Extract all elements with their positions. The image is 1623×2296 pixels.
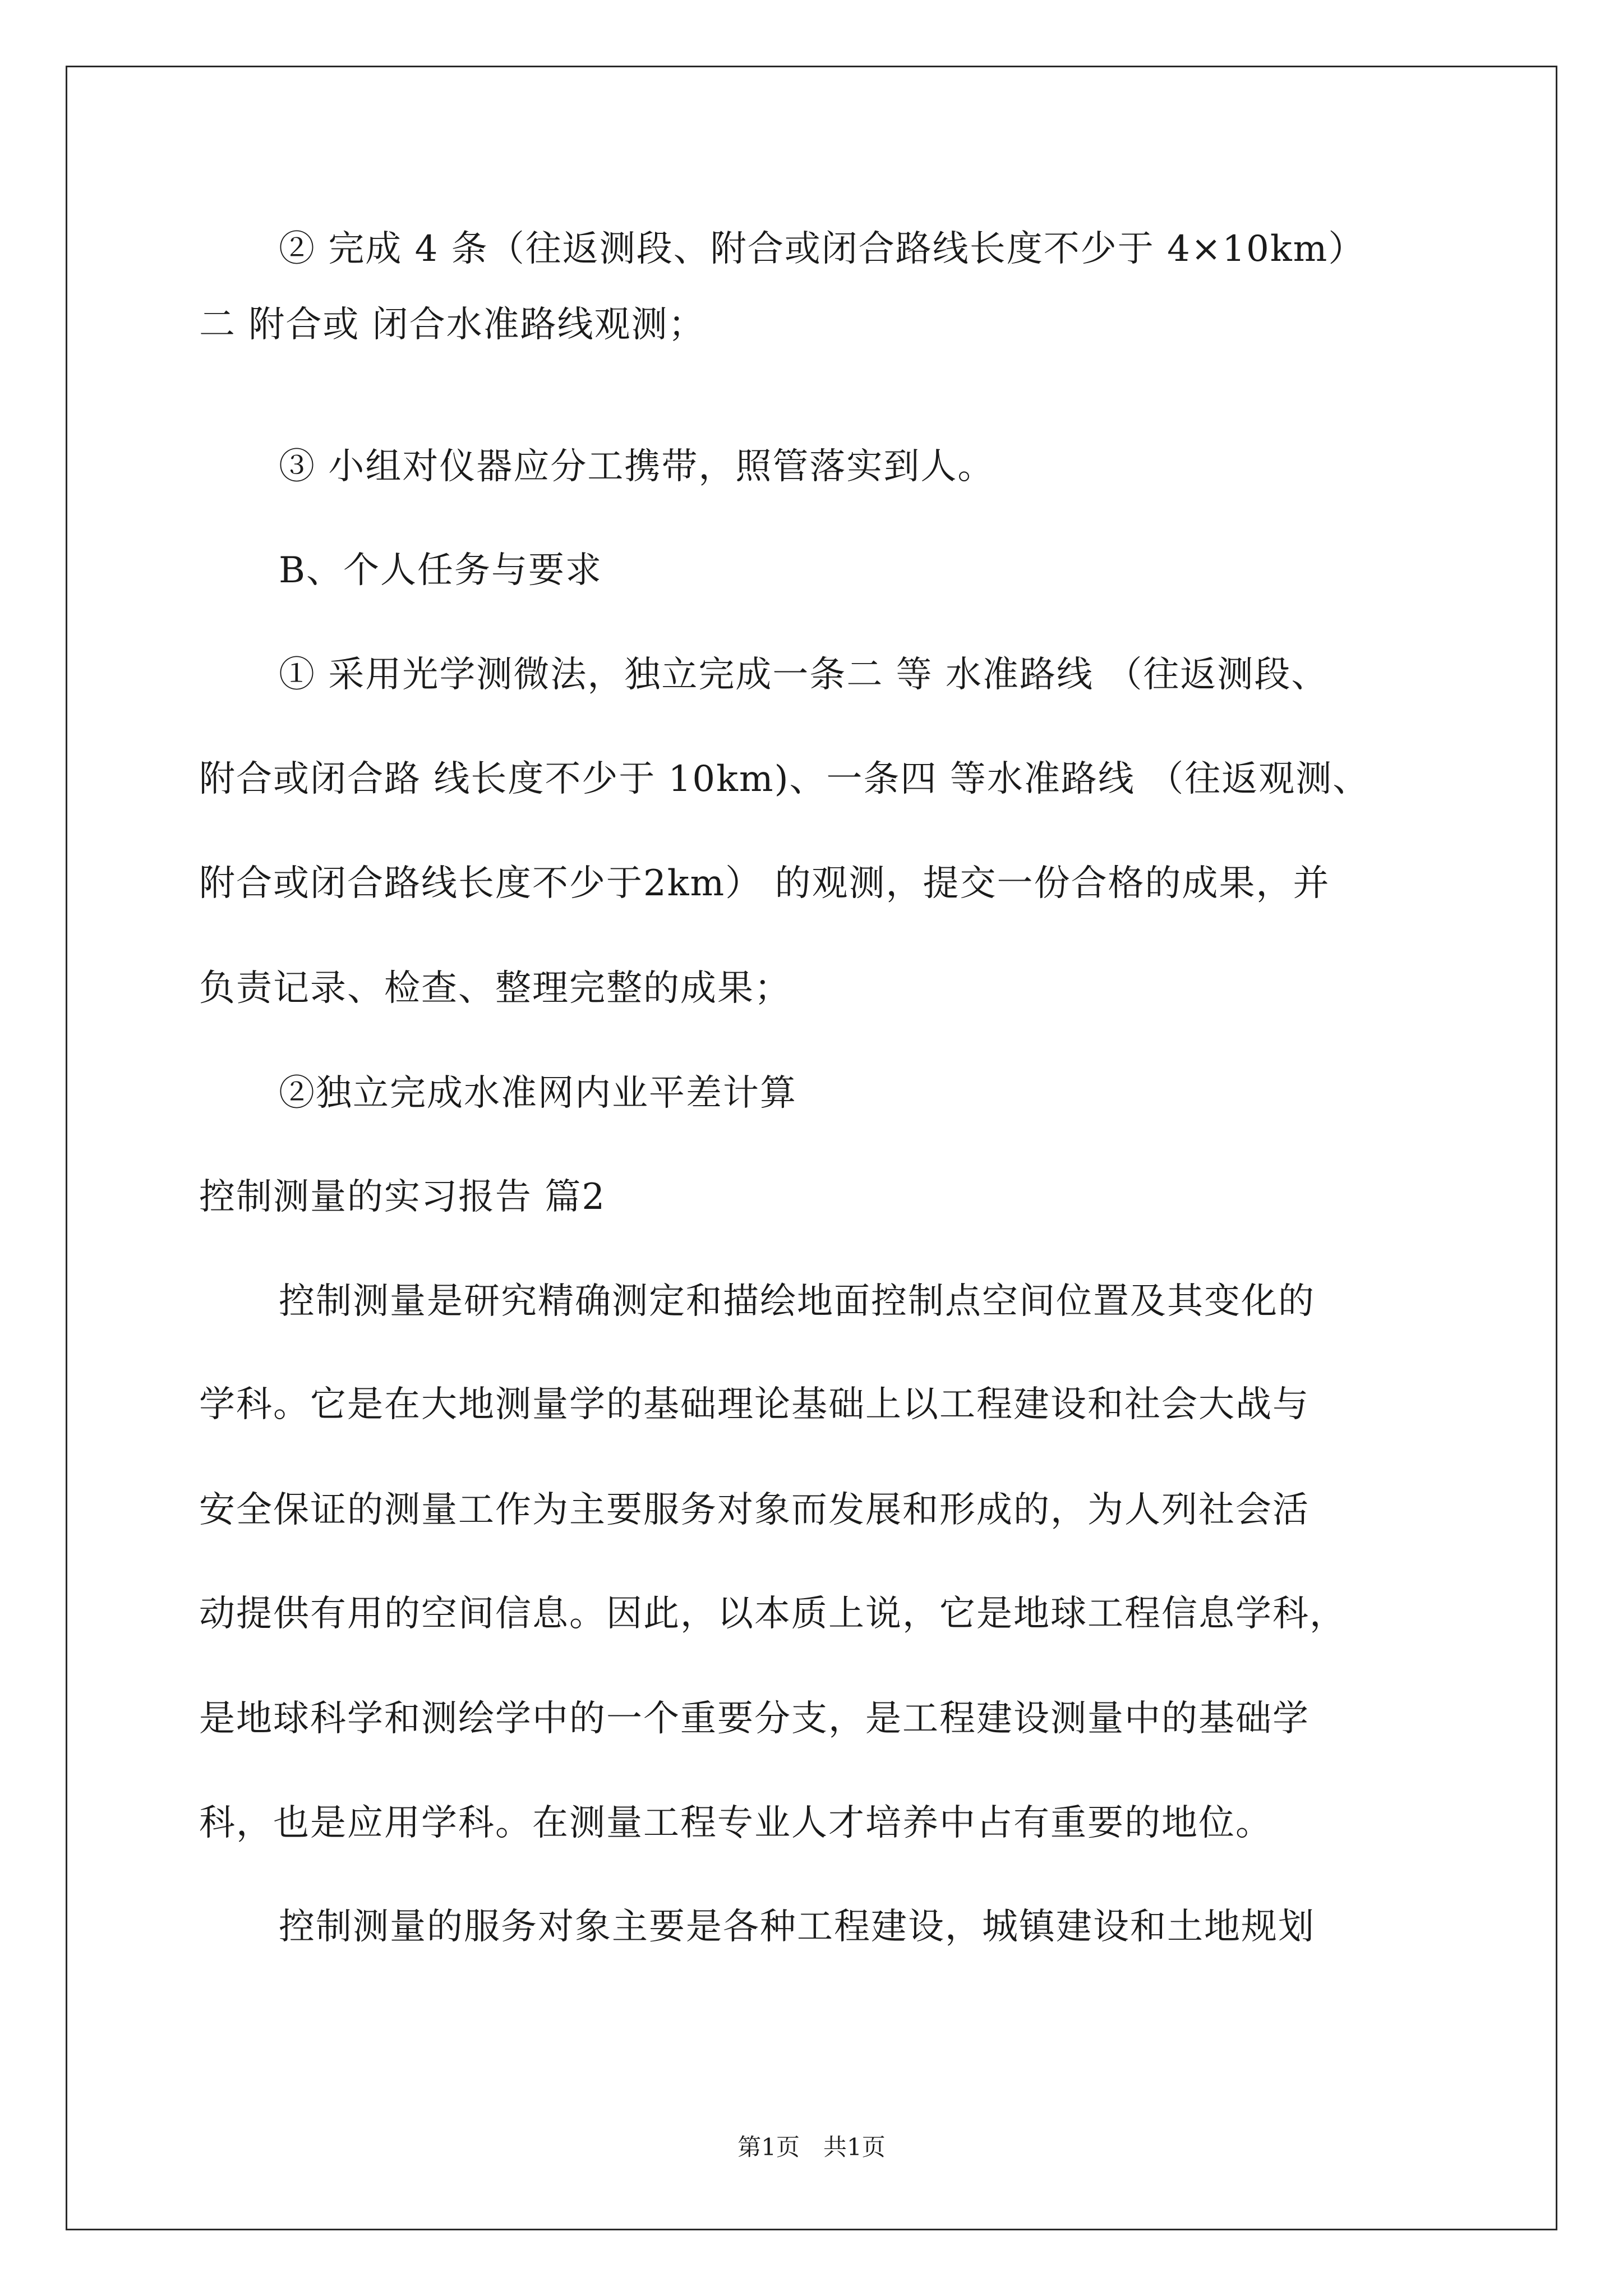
text-line-9: ②独立完成水准网内业平差计算 <box>279 1073 797 1114</box>
text-line-16: 科，也是应用学科。在测量工程专业人才培养中占有重要的地位。 <box>199 1802 1272 1844</box>
text-line-11: 控制测量是研究精确测定和描绘地面控制点空间位置及其变化的 <box>279 1281 1315 1322</box>
text-line-6: 附合或闭合路 线长度不少于 10km)、一条四 等水准路线 （往返观测、 <box>199 758 1370 800</box>
text-line-5: ① 采用光学测微法，独立完成一条二 等 水准路线 （往返测段、 <box>279 654 1329 696</box>
text-line-2: 二 附合或 闭合水准路线观测； <box>199 304 706 346</box>
page-number: 第1页 共1页 <box>737 2133 886 2161</box>
text-line-15: 是地球科学和测绘学中的一个重要分支，是工程建设测量中的基础学 <box>199 1698 1310 1740</box>
text-line-8: 负责记录、检查、整理完整的成果； <box>199 968 791 1009</box>
text-line-3: ③ 小组对仪器应分工携带，照管落实到人。 <box>279 446 995 487</box>
text-line-1: ② 完成 4 条（往返测段、附合或闭合路线长度不少于 4×10km） <box>279 228 1366 270</box>
section-heading: 控制测量的实习报告 篇2 <box>199 1176 606 1218</box>
text-line-13: 安全保证的测量工作为主要服务对象而发展和形成的，为人列社会活 <box>199 1489 1310 1531</box>
text-line-7: 附合或闭合路线长度不少于2km） 的观测，提交一份合格的成果，并 <box>199 863 1330 904</box>
text-line-14: 动提供有用的空间信息。因此，以本质上说，它是地球工程信息学科， <box>199 1593 1347 1635</box>
text-line-12: 学科。它是在大地测量学的基础理论基础上以工程建设和社会大战与 <box>199 1384 1310 1425</box>
text-line-4: B、个人任务与要求 <box>279 550 603 591</box>
text-line-17: 控制测量的服务对象主要是各种工程建设，城镇建设和土地规划 <box>279 1906 1315 1948</box>
